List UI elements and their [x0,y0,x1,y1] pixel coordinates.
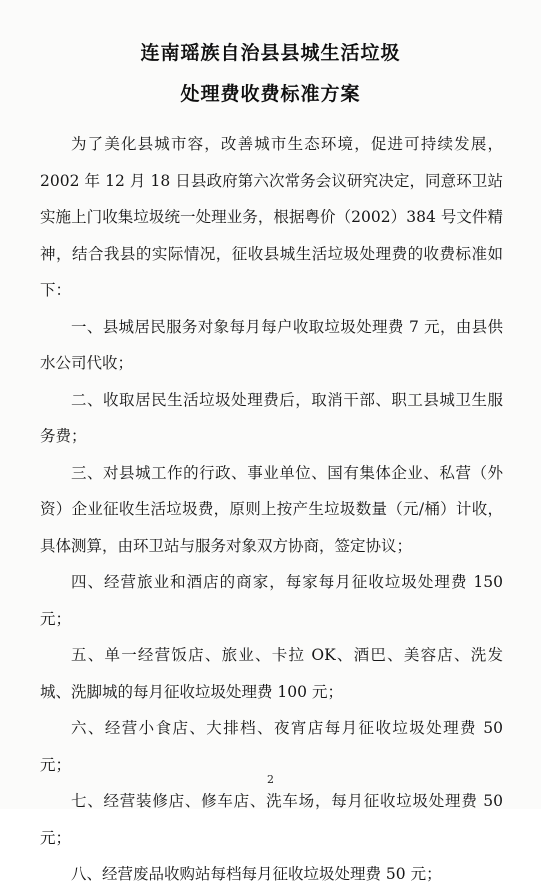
paragraph-item-6: 六、经营小食店、大排档、夜宵店每月征收垃圾处理费 50 元； [40,719,503,774]
page-number: 2 [267,773,274,786]
paragraph-item-3: 三、对县城工作的行政、事业单位、国有集体企业、私营（外资）企业征收生活垃圾费，原则上按产生垃圾数量（元/桶）计收，具体测算，由环卫站与服务对象双方协商，签定协议； [40,463,503,555]
paragraph-item-1: 一、县城居民服务对象每月每户收取垃圾处理费 7 元，由县供水公司代收； [40,317,503,372]
document-title-line-1: 连南瑶族自治县县城生活垃圾 [140,42,401,64]
paragraph-item-7: 七、经营装修店、修车店、洗车场，每月征收垃圾处理费 50 元； [40,792,503,847]
paragraph-item-2: 二、收取居民生活垃圾处理费后，取消干部、职工县城卫生服务费； [40,390,503,445]
paragraph-item-5: 五、单一经营饭店、旅业、卡拉 OK、酒巴、美容店、洗发城、洗脚城的每月征收垃圾处理费 100 元； [40,646,503,701]
paragraph-item-4: 四、经营旅业和酒店的商家，每家每月征收垃圾处理费 150 元； [40,573,503,628]
document-title-line-2: 处理费收费标准方案 [180,83,361,105]
paragraph-item-8: 八、经营废品收购站每档每月征收垃圾处理费 50 元； [71,865,442,883]
paragraph-intro: 为了美化县城市容，改善城市生态环境，促进可持续发展，2002 年 12 月 18 日县政府第六次常务会议研究决定，同意环卫站实施上门收集垃圾统一处理业务，根据粤价（2002）384 号文件精神，结合我县的实际情况，征收县城生活垃圾处理费的收费标准如下： [40,135,503,299]
